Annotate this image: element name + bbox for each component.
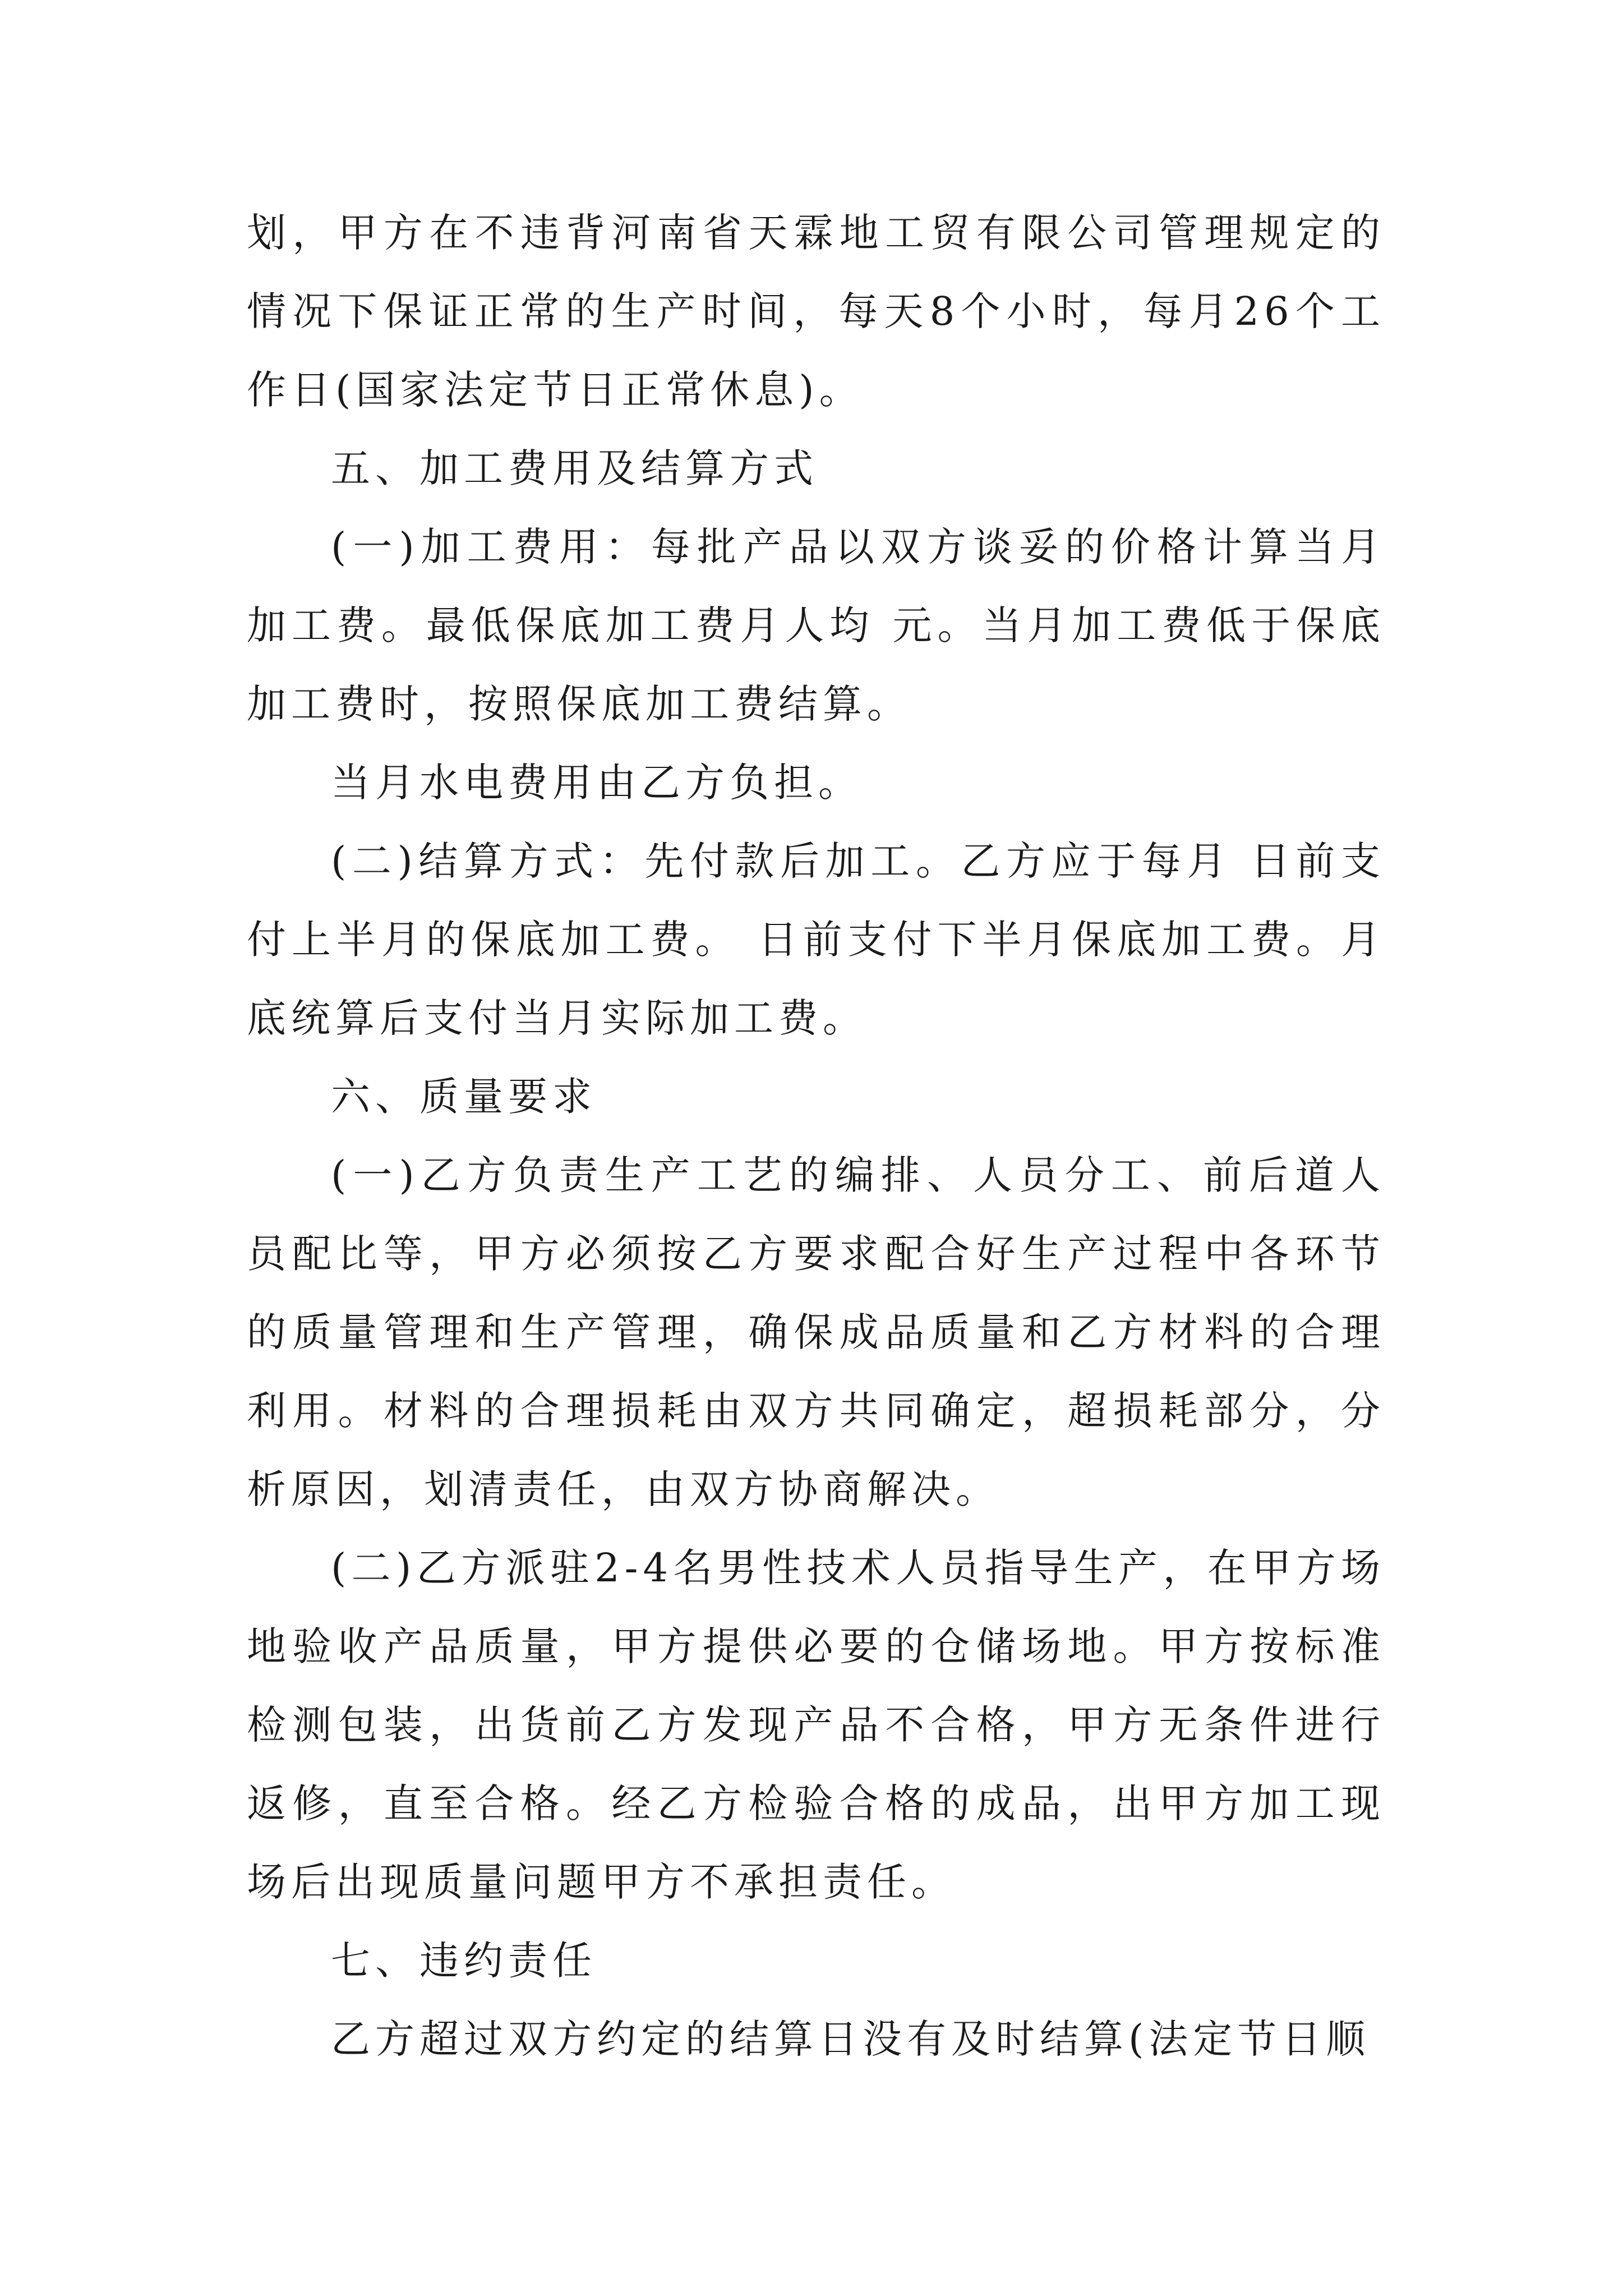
section-heading-fees: 五、加工费用及结算方式 (331, 445, 818, 491)
paragraph-quality-management: (一)乙方负责生产工艺的编排、人员分工、前后道人员配比等，甲方必须按乙方要求配合好生产过程中各环节的质量管理和生产管理，确保成品质量和乙方材料的合理利用。材料的合理损耗由双方共同确定，超损耗部分，分析原因，划清责任，由双方协商解决。 (247, 1152, 1385, 1512)
paragraph-quality-inspection: (二)乙方派驻2-4名男性技术人员指导生产，在甲方场地验收产品质量，甲方提供必要的仓储场地。甲方按标准检测包装，出货前乙方发现产品不合格，甲方无条件进行返修，直至合格。经乙方检验合格的成品，出甲方加工现场后出现质量问题甲方不承担责任。 (247, 1545, 1385, 1905)
paragraph-processing-fee: (一)加工费用：每批产品以双方谈妥的价格计算当月加工费。最低保底加工费月人均 元。当月加工费低于保底加工费时，按照保底加工费结算。 (247, 524, 1385, 727)
section-heading-quality: 六、质量要求 (331, 1074, 597, 1120)
paragraph-breach-settlement: 乙方超过双方约定的结算日没有及时结算(法定节日顺 (331, 2016, 1371, 2062)
paragraph-utilities: 当月水电费用由乙方负担。 (331, 760, 863, 806)
document-page (247, 194, 1385, 2078)
section-heading-breach: 七、违约责任 (331, 1938, 597, 1984)
paragraph-work-schedule: 划，甲方在不违背河南省天霖地工贸有限公司管理规定的情况下保证正常的生产时间，每天8个小时，每月26个工作日(国家法定节日正常休息)。 (247, 210, 1385, 413)
paragraph-settlement: (二)结算方式：先付款后加工。乙方应于每月 日前支付上半月的保底加工费。 日前支付下半月保底加工费。月底统算后支付当月实际加工费。 (247, 838, 1385, 1041)
